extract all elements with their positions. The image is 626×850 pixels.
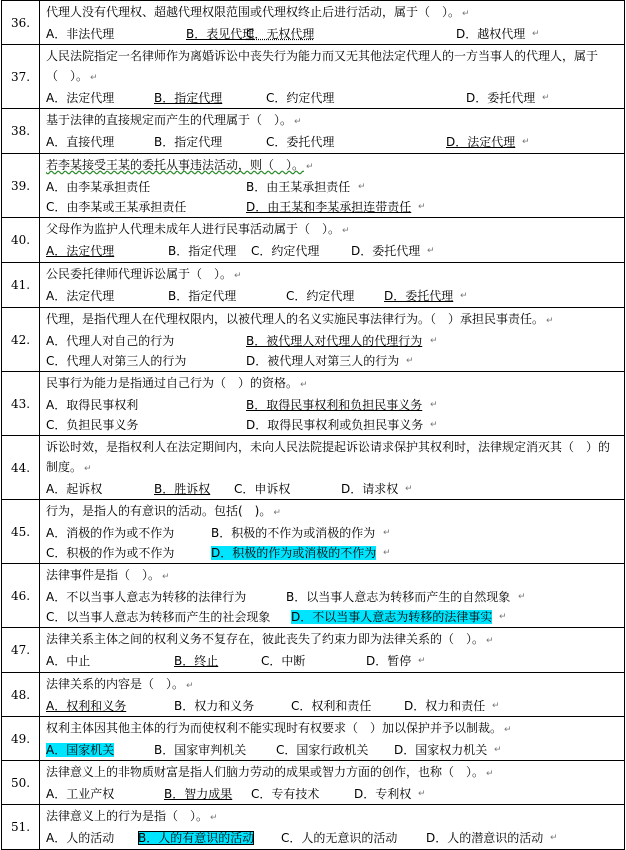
question-content	[40, 372, 624, 435]
question-stem: 公民委托律师代理诉讼属于（ ）。 ↵	[46, 264, 620, 286]
option-line	[46, 132, 620, 152]
option-d: D．人的潜意识的活动	[426, 831, 544, 845]
option-b: B．取得民事权利和负担民事义务	[246, 398, 423, 412]
return-mark-icon: ↵	[406, 356, 414, 366]
option-a: A．起诉权	[46, 482, 103, 496]
return-mark-icon: ↵	[418, 789, 426, 799]
return-mark-icon: ↵	[273, 508, 281, 518]
option-line	[46, 523, 620, 543]
option-line	[46, 88, 620, 108]
question-row	[2, 436, 625, 500]
option-c: C．积极的作为或不作为	[46, 546, 175, 560]
option-d: D．暂停	[366, 654, 412, 668]
question-stem: 父母作为监护人代理未成年人进行民事活动属于（ ）。 ↵	[46, 219, 620, 241]
option-c: C．约定代理	[286, 289, 355, 303]
question-number: 39.	[2, 154, 40, 218]
question-number: 40.	[2, 218, 40, 263]
question-row	[2, 154, 625, 218]
option-d: D．法定代理	[446, 135, 516, 149]
option-c: C．国家行政机关	[276, 743, 369, 757]
option-b: B．被代理人对代理人的代理行为	[246, 334, 423, 348]
question-stem: 基于法律的直接规定而产生的代理属于（ ）。 ↵	[46, 110, 620, 132]
option-d: D．不以当事人意志为转移的法律事实	[291, 610, 493, 624]
question-content	[40, 154, 624, 217]
return-mark-icon: ↵	[430, 400, 438, 410]
option-c: C．由李某或王某承担责任	[46, 200, 187, 214]
option-a: A．消极的作为或不作为	[46, 526, 175, 540]
option-line	[46, 740, 620, 760]
option-d: D．被代理人对第三人的行为	[246, 354, 400, 368]
option-line	[46, 607, 620, 627]
question-number: 47.	[2, 628, 40, 673]
option-a: A．中止	[46, 654, 91, 668]
option-b: B．终止	[174, 654, 219, 668]
return-mark-icon: ↵	[494, 745, 502, 755]
question-row	[2, 673, 625, 717]
option-line	[46, 543, 620, 563]
question-content	[40, 218, 624, 261]
option-line	[46, 177, 620, 197]
question-stem: 若李某接受王某的委托从事违法活动，则（ ）。 ↵	[46, 155, 620, 177]
return-mark-icon: ↵	[504, 725, 512, 735]
question-number: 37.	[2, 45, 40, 109]
question-content	[40, 564, 624, 627]
question-number: 50.	[2, 761, 40, 805]
option-c: C．中断	[261, 654, 306, 668]
question-content	[40, 673, 624, 716]
return-mark-icon: ↵	[358, 182, 366, 192]
return-mark-icon: ↵	[342, 226, 350, 236]
question-row	[2, 628, 625, 673]
option-c: C．权利和责任	[291, 699, 372, 713]
return-mark-icon: ↵	[486, 636, 494, 646]
option-a: A．取得民事权利	[46, 398, 139, 412]
question-row	[2, 564, 625, 628]
question-content	[40, 109, 624, 152]
return-mark-icon: ↵	[90, 73, 98, 83]
question-content	[40, 308, 624, 371]
return-mark-icon: ↵	[460, 291, 468, 301]
return-mark-icon: ↵	[550, 833, 558, 843]
option-line	[46, 351, 620, 371]
option-line	[46, 479, 620, 499]
option-line	[46, 331, 620, 351]
question-stem: 人民法院指定一名律师作为离婚诉讼中丧失行为能力而又无其他法定代理人的一方当事人的代理人，属于（ ）。 ↵	[46, 46, 620, 88]
return-mark-icon: ↵	[162, 572, 170, 582]
return-mark-icon: ↵	[405, 484, 413, 494]
option-a: A．法定代理	[46, 244, 115, 258]
return-mark-icon: ↵	[522, 137, 530, 147]
question-number: 44.	[2, 436, 40, 500]
question-number: 42.	[2, 308, 40, 372]
option-line	[46, 241, 620, 261]
return-mark-icon: ↵	[542, 93, 550, 103]
return-mark-icon: ↵	[492, 701, 500, 711]
option-a: A．法定代理	[46, 91, 115, 105]
option-d: D．委托代理	[384, 289, 454, 303]
question-row	[2, 717, 625, 761]
option-b: B．表见代理	[186, 27, 255, 41]
return-mark-icon: ↵	[499, 612, 507, 622]
return-mark-icon: ↵	[418, 202, 426, 212]
question-content	[40, 717, 624, 760]
return-mark-icon: ↵	[186, 681, 194, 691]
question-number: 49.	[2, 717, 40, 761]
option-d: D．委托代理	[466, 91, 536, 105]
option-c: C．专有技术	[251, 787, 320, 801]
question-content	[40, 1, 624, 44]
question-row	[2, 500, 625, 564]
option-b: B．人的有意识的活动	[138, 831, 255, 845]
option-c: C．约定代理	[266, 91, 335, 105]
question-content	[40, 45, 624, 108]
option-d: D．请求权	[341, 482, 399, 496]
option-b: B．由王某承担责任	[246, 180, 351, 194]
return-mark-icon: ↵	[84, 464, 92, 474]
question-stem: 法律关系主体之间的权利义务不复存在，彼此丧失了约束力即为法律关系的（ ）。 ↵	[46, 629, 620, 651]
option-b: B．权力和义务	[174, 699, 255, 713]
option-d: D．由王某和李某承担连带责任	[246, 200, 412, 214]
question-content	[40, 761, 624, 804]
option-d: D．取得民事权利或负担民事义务	[246, 418, 424, 432]
question-number: 38.	[2, 109, 40, 154]
question-content	[40, 628, 624, 671]
option-d: D．越权代理	[456, 27, 526, 41]
option-b: B．国家审判机关	[154, 743, 247, 757]
option-c: C．无权代理	[246, 27, 315, 41]
option-b: B．指定代理	[168, 244, 237, 258]
option-b: B．指定代理	[168, 289, 237, 303]
option-a: A．权利和义务	[46, 699, 127, 713]
option-b: B．指定代理	[154, 91, 223, 105]
return-mark-icon: ↵	[518, 592, 526, 602]
question-stem: 行为，是指人的有意识的活动。包括( )。 ↵	[46, 501, 620, 523]
option-d: D．权力和责任	[404, 699, 486, 713]
option-line	[46, 587, 620, 607]
question-row	[2, 372, 625, 436]
option-c: C．代理人对第三人的行为	[46, 354, 187, 368]
option-a: A．法定代理	[46, 289, 115, 303]
option-line	[46, 415, 620, 435]
option-a: A．直接代理	[46, 135, 115, 149]
option-a: A．不以当事人意志为转移的法律行为	[46, 590, 247, 604]
question-row	[2, 45, 625, 109]
option-line	[46, 24, 620, 44]
question-stem: 法律意义上的非物质财富是指人们脑力劳动的成果或智力方面的创作，也称（ ）。 ↵	[46, 762, 620, 784]
option-c: C．以当事人意志为转移而产生的社会现象	[46, 610, 271, 624]
option-line	[46, 784, 620, 804]
option-d: D．专利权	[354, 787, 412, 801]
return-mark-icon: ↵	[234, 271, 242, 281]
question-table	[1, 0, 625, 850]
question-content	[40, 500, 624, 563]
return-mark-icon: ↵	[430, 420, 438, 430]
question-stem: 诉讼时效，是指权利人在法定期间内，未向人民法院提起诉讼请求保护其权利时，法律规定消灭其（ ）的制度。 ↵	[46, 437, 620, 479]
option-line	[46, 395, 620, 415]
return-mark-icon: ↵	[546, 316, 554, 326]
option-d: D．积极的作为或消极的不作为	[211, 546, 377, 560]
return-mark-icon: ↵	[486, 769, 494, 779]
option-c: C．委托代理	[266, 135, 335, 149]
option-d: D．委托代理	[351, 244, 421, 258]
question-stem: 代理，是指代理人在代理权限内，以被代理人的名义实施民事法律行为。（ ）承担民事责任。 ↵	[46, 309, 620, 331]
question-content	[40, 436, 624, 499]
return-mark-icon: ↵	[418, 656, 426, 666]
option-a: A．人的活动	[46, 831, 115, 845]
question-number: 43.	[2, 372, 40, 436]
option-a: A．代理人对自己的行为	[46, 334, 175, 348]
question-number: 46.	[2, 564, 40, 628]
question-number: 45.	[2, 500, 40, 564]
question-number: 36.	[2, 1, 40, 45]
return-mark-icon: ↵	[383, 548, 391, 558]
question-row	[2, 218, 625, 263]
option-line	[46, 696, 620, 716]
return-mark-icon: ↵	[427, 246, 435, 256]
option-d: D．国家权力机关	[394, 743, 488, 757]
question-row	[2, 263, 625, 308]
question-stem: 权利主体因其他主体的行为而使权利不能实现时有权要求（ ）加以保护并予以制裁。 ↵	[46, 718, 620, 740]
return-mark-icon: ↵	[532, 29, 540, 39]
question-stem: 民事行为能力是指通过自己行为（ ）的资格。 ↵	[46, 373, 620, 395]
question-row	[2, 109, 625, 154]
option-b: B．指定代理	[154, 135, 223, 149]
question-number: 41.	[2, 263, 40, 308]
option-c: C．负担民事义务	[46, 418, 139, 432]
return-mark-icon: ↵	[430, 336, 438, 346]
question-row	[2, 761, 625, 805]
option-a: A．由李某承担责任	[46, 180, 151, 194]
return-mark-icon: ↵	[210, 813, 218, 823]
question-row	[2, 1, 625, 45]
question-content	[40, 805, 624, 848]
option-b: B．以当事人意志为转移而产生的自然现象	[286, 590, 511, 604]
option-c: C．申诉权	[234, 482, 291, 496]
question-number: 51.	[2, 805, 40, 850]
return-mark-icon: ↵	[306, 162, 314, 172]
question-row	[2, 805, 625, 850]
return-mark-icon: ↵	[300, 380, 308, 390]
question-stem: 法律关系的内容是（ ）。 ↵	[46, 674, 620, 696]
question-number: 48.	[2, 673, 40, 717]
option-a: A．非法代理	[46, 27, 115, 41]
return-mark-icon: ↵	[383, 528, 391, 538]
option-line	[46, 651, 620, 671]
option-c: C．约定代理	[251, 244, 320, 258]
option-b: B．胜诉权	[154, 482, 211, 496]
option-a: A．工业产权	[46, 787, 115, 801]
question-stem: 法律意义上的行为是指（ ）。 ↵	[46, 806, 620, 828]
question-row	[2, 308, 625, 372]
return-mark-icon: ↵	[462, 9, 470, 19]
option-b: B．智力成果	[164, 787, 233, 801]
option-line	[46, 828, 620, 848]
option-b: B．积极的不作为或消极的作为	[211, 526, 376, 540]
question-stem: 代理人没有代理权、超越代理权限范围或代理权终止后进行活动，属于（ ）。 ↵	[46, 2, 620, 24]
option-c: C．人的无意识的活动	[281, 831, 398, 845]
question-content	[40, 263, 624, 306]
question-stem: 法律事件是指（ ）。 ↵	[46, 565, 620, 587]
option-line	[46, 197, 620, 217]
option-line	[46, 286, 620, 306]
return-mark-icon: ↵	[294, 117, 302, 127]
option-a: A．国家机关	[46, 743, 115, 757]
